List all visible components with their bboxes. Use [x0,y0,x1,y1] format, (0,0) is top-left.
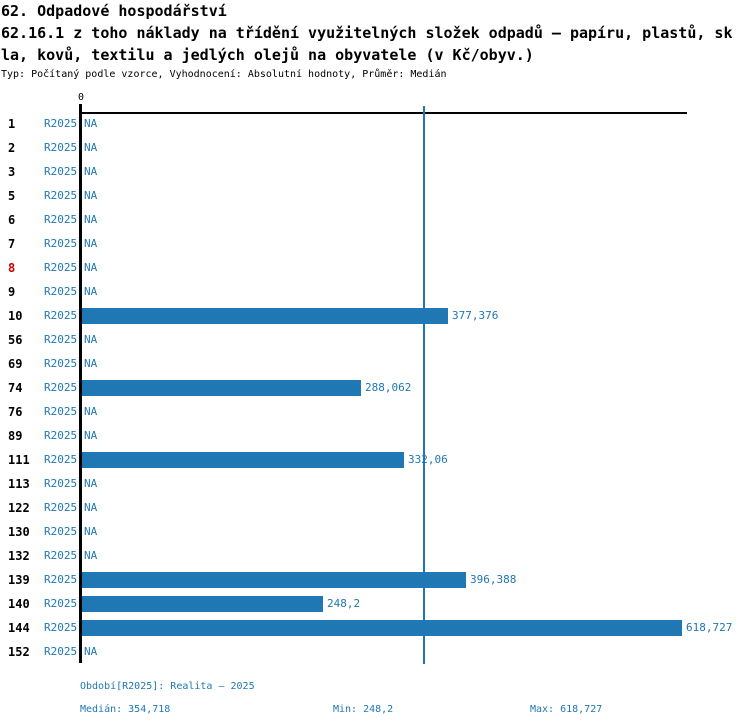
row-period-label: R2025 [44,237,78,250]
row-period-label: R2025 [44,501,78,514]
row-id-label: 5 [8,189,16,203]
footer-min-stat: Min: 248,2 [333,704,394,715]
row-id-label: 113 [8,477,30,491]
row-period-label: R2025 [44,597,78,610]
chart-row [0,472,750,496]
row-id-label: 69 [8,357,23,371]
bar-value-label: 288,062 [365,381,412,394]
chart-row [0,616,750,640]
row-id-label: 3 [8,165,16,179]
row-id-label: 8 [8,261,16,275]
row-id-label: 122 [8,501,30,515]
row-id-label: 1 [8,117,16,131]
bar-value-label: 618,727 [686,621,733,634]
row-na-label: NA [84,237,98,250]
chart-title-line-3: la, kovů, textilu a jedlých olejů na obyvatele (v Kč/obyv.) [1,46,534,64]
row-period-label: R2025 [44,621,78,634]
chart-row [0,232,750,256]
row-id-label: 6 [8,213,16,227]
row-id-label: 130 [8,525,30,539]
chart-row [0,544,750,568]
value-bar [82,620,682,636]
chart-row [0,160,750,184]
row-id-label: 74 [8,381,23,395]
chart-row [0,448,750,472]
value-bar [82,308,448,324]
row-period-label: R2025 [44,525,78,538]
row-id-label: 89 [8,429,23,443]
row-period-label: R2025 [44,429,78,442]
bar-value-label: 332,06 [408,453,448,466]
chart-title-line-1: 62. Odpadové hospodářství [1,2,227,20]
row-na-label: NA [84,501,98,514]
row-id-label: 144 [8,621,30,635]
chart-row [0,304,750,328]
row-id-label: 2 [8,141,16,155]
row-id-label: 111 [8,453,30,467]
row-id-label: 139 [8,573,30,587]
chart-row [0,424,750,448]
row-na-label: NA [84,477,98,490]
row-period-label: R2025 [44,357,78,370]
chart-row [0,136,750,160]
row-id-label: 132 [8,549,30,563]
x-axis-zero-tick-label: 0 [77,92,85,103]
bar-value-label: 377,376 [452,309,499,322]
row-period-label: R2025 [44,141,78,154]
row-period-label: R2025 [44,453,78,466]
row-period-label: R2025 [44,213,78,226]
row-id-label: 9 [8,285,16,299]
value-bar [82,380,361,396]
chart-subtitle: Typ: Počítaný podle vzorce, Vyhodnocení: Absolutní hodnoty, Průměr: Medián [1,69,447,80]
row-na-label: NA [84,261,98,274]
chart-row [0,496,750,520]
row-na-label: NA [84,189,98,202]
chart-row [0,592,750,616]
chart-row [0,352,750,376]
footer-median-stat: Medián: 354,718 [80,704,171,715]
bar-value-label: 248,2 [327,597,361,610]
row-na-label: NA [84,645,98,658]
row-id-label: 140 [8,597,30,611]
row-period-label: R2025 [44,549,78,562]
row-id-label: 76 [8,405,23,419]
row-na-label: NA [84,429,98,442]
chart-row [0,280,750,304]
chart-row [0,640,750,664]
chart-row [0,328,750,352]
row-na-label: NA [84,141,98,154]
value-bar [82,572,466,588]
row-na-label: NA [84,525,98,538]
chart-title-line-2: 62.16.1 z toho náklady na třídění využitelných složek odpadů – papíru, plastů, sk [1,24,733,42]
row-period-label: R2025 [44,189,78,202]
row-period-label: R2025 [44,477,78,490]
row-period-label: R2025 [44,573,78,586]
chart-row [0,568,750,592]
chart-row [0,520,750,544]
row-period-label: R2025 [44,645,78,658]
chart-row [0,208,750,232]
value-bar [82,596,323,612]
row-id-label: 10 [8,309,23,323]
chart-row [0,400,750,424]
row-na-label: NA [84,165,98,178]
footer-max-stat: Max: 618,727 [530,704,603,715]
row-na-label: NA [84,549,98,562]
row-period-label: R2025 [44,165,78,178]
row-na-label: NA [84,405,98,418]
row-period-label: R2025 [44,261,78,274]
row-period-label: R2025 [44,381,78,394]
row-na-label: NA [84,285,98,298]
chart-row [0,184,750,208]
row-id-label: 7 [8,237,16,251]
chart-row [0,112,750,136]
row-period-label: R2025 [44,333,78,346]
row-period-label: R2025 [44,117,78,130]
footer-period-label: Období[R2025]: Realita – 2025 [80,681,255,692]
chart-row [0,376,750,400]
row-period-label: R2025 [44,285,78,298]
row-period-label: R2025 [44,309,78,322]
row-na-label: NA [84,333,98,346]
row-na-label: NA [84,117,98,130]
value-bar [82,452,404,468]
row-id-label: 56 [8,333,23,347]
bar-value-label: 396,388 [470,573,517,586]
chart-row [0,256,750,280]
row-na-label: NA [84,213,98,226]
row-na-label: NA [84,357,98,370]
row-period-label: R2025 [44,405,78,418]
row-id-label: 152 [8,645,30,659]
